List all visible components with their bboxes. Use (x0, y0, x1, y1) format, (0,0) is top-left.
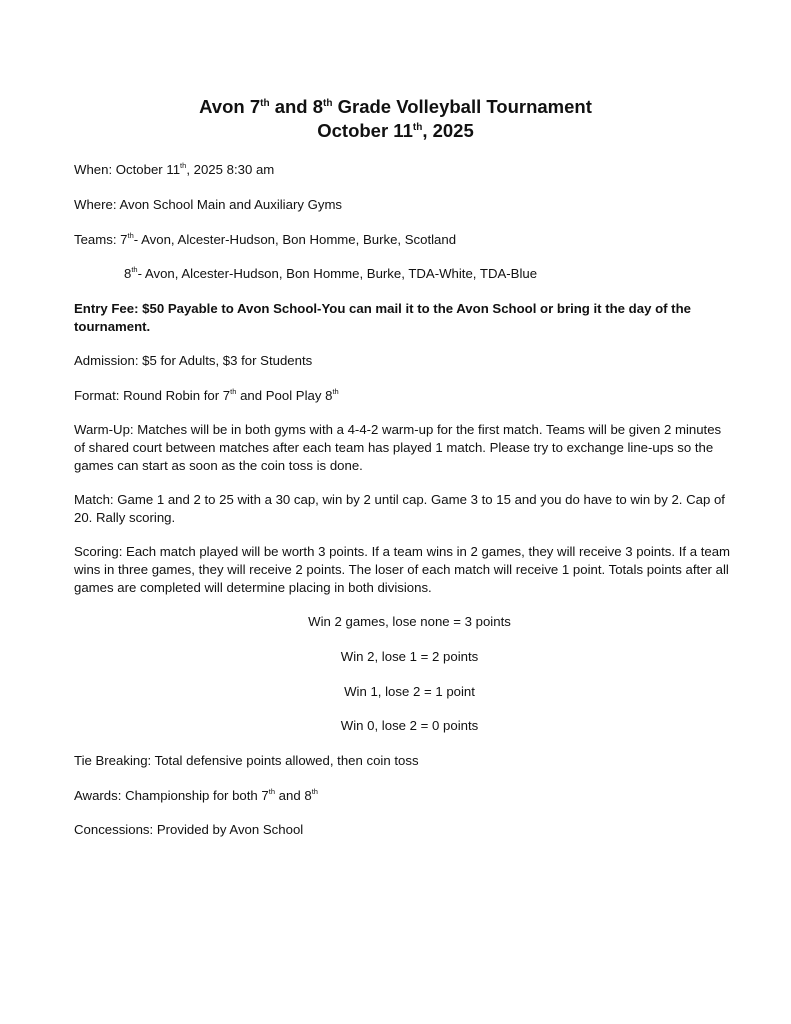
title-text: and 8 (269, 96, 324, 117)
title-text: Avon 7 (199, 96, 261, 117)
points-row: Win 0, lose 2 = 0 points (340, 718, 479, 733)
superscript: th (230, 387, 237, 396)
when-line (74, 161, 724, 179)
teams-7th-line (74, 231, 724, 249)
points-row: Win 2 games, lose none = 3 points (308, 614, 511, 629)
concessions-line: Concessions: Provided by Avon School (74, 822, 304, 837)
awards-text: and 8 (275, 788, 312, 803)
scoring-paragraph: Scoring: Each match played will be worth 3 points. If a team wins in 2 games, they will receive 3 points. If a team wins in three games, they will receive 2 points. The loser of each match will receive 1 point. Totals points after all games are completed will determine placing in both divisions. (74, 544, 731, 595)
superscript: th (180, 161, 187, 170)
awards-line (74, 787, 724, 805)
teams-text: - Avon, Alcester-Hudson, Bon Homme, Burke, Scotland (133, 232, 457, 247)
match-paragraph: Match: Game 1 and 2 to 25 with a 30 cap, win by 2 until cap. Game 3 to 15 and you do have to win by 2. Cap of 20. Rally scoring. (74, 492, 725, 525)
admission-line: Admission: $5 for Adults, $3 for Students (74, 353, 313, 368)
teams-text: Teams: 7 (74, 232, 128, 247)
superscript: th (311, 787, 318, 796)
where-line: Where: Avon School Main and Auxiliary Gyms (74, 197, 343, 212)
teams-8th-line (124, 265, 774, 283)
teams-text: - Avon, Alcester-Hudson, Bon Homme, Burke, TDA-White, TDA-Blue (137, 266, 538, 281)
when-text: When: October 11 (74, 162, 181, 177)
tie-breaking-line: Tie Breaking: Total defensive points allowed, then coin toss (74, 753, 419, 768)
entry-fee-paragraph: Entry Fee: $50 Payable to Avon School-You can mail it to the Avon School or bring it the day of the tournament. (74, 301, 691, 334)
superscript: th (323, 98, 333, 109)
format-text: and Pool Play 8 (236, 388, 333, 403)
title-text: , 2025 (422, 120, 474, 141)
superscript: th (268, 787, 276, 796)
points-row: Win 2, lose 1 = 2 points (340, 649, 479, 664)
when-text: , 2025 8:30 am (186, 162, 275, 177)
title-line-2 (0, 119, 791, 143)
teams-text: 8 (124, 266, 132, 281)
superscript: th (127, 231, 134, 240)
superscript: th (260, 98, 270, 109)
superscript: th (131, 265, 138, 274)
points-row: Win 1, lose 2 = 1 point (344, 684, 475, 699)
title-line-1 (0, 95, 791, 119)
title-text: Grade Volleyball Tournament (332, 96, 592, 117)
superscript: th (332, 387, 339, 396)
awards-text: Awards: Championship for both 7 (74, 788, 269, 803)
superscript: th (412, 122, 423, 133)
warmup-paragraph: Warm-Up: Matches will be in both gyms with a 4-4-2 warm-up for the first match. Teams will be given 2 minutes of shared court between matches after each team has played 1 match. Please try to exchange line-ups so the games can start as soon as the coin toss is done. (74, 422, 722, 473)
format-line (74, 387, 724, 405)
title-text: October 11 (317, 120, 413, 141)
format-text: Format: Round Robin for 7 (74, 388, 231, 403)
